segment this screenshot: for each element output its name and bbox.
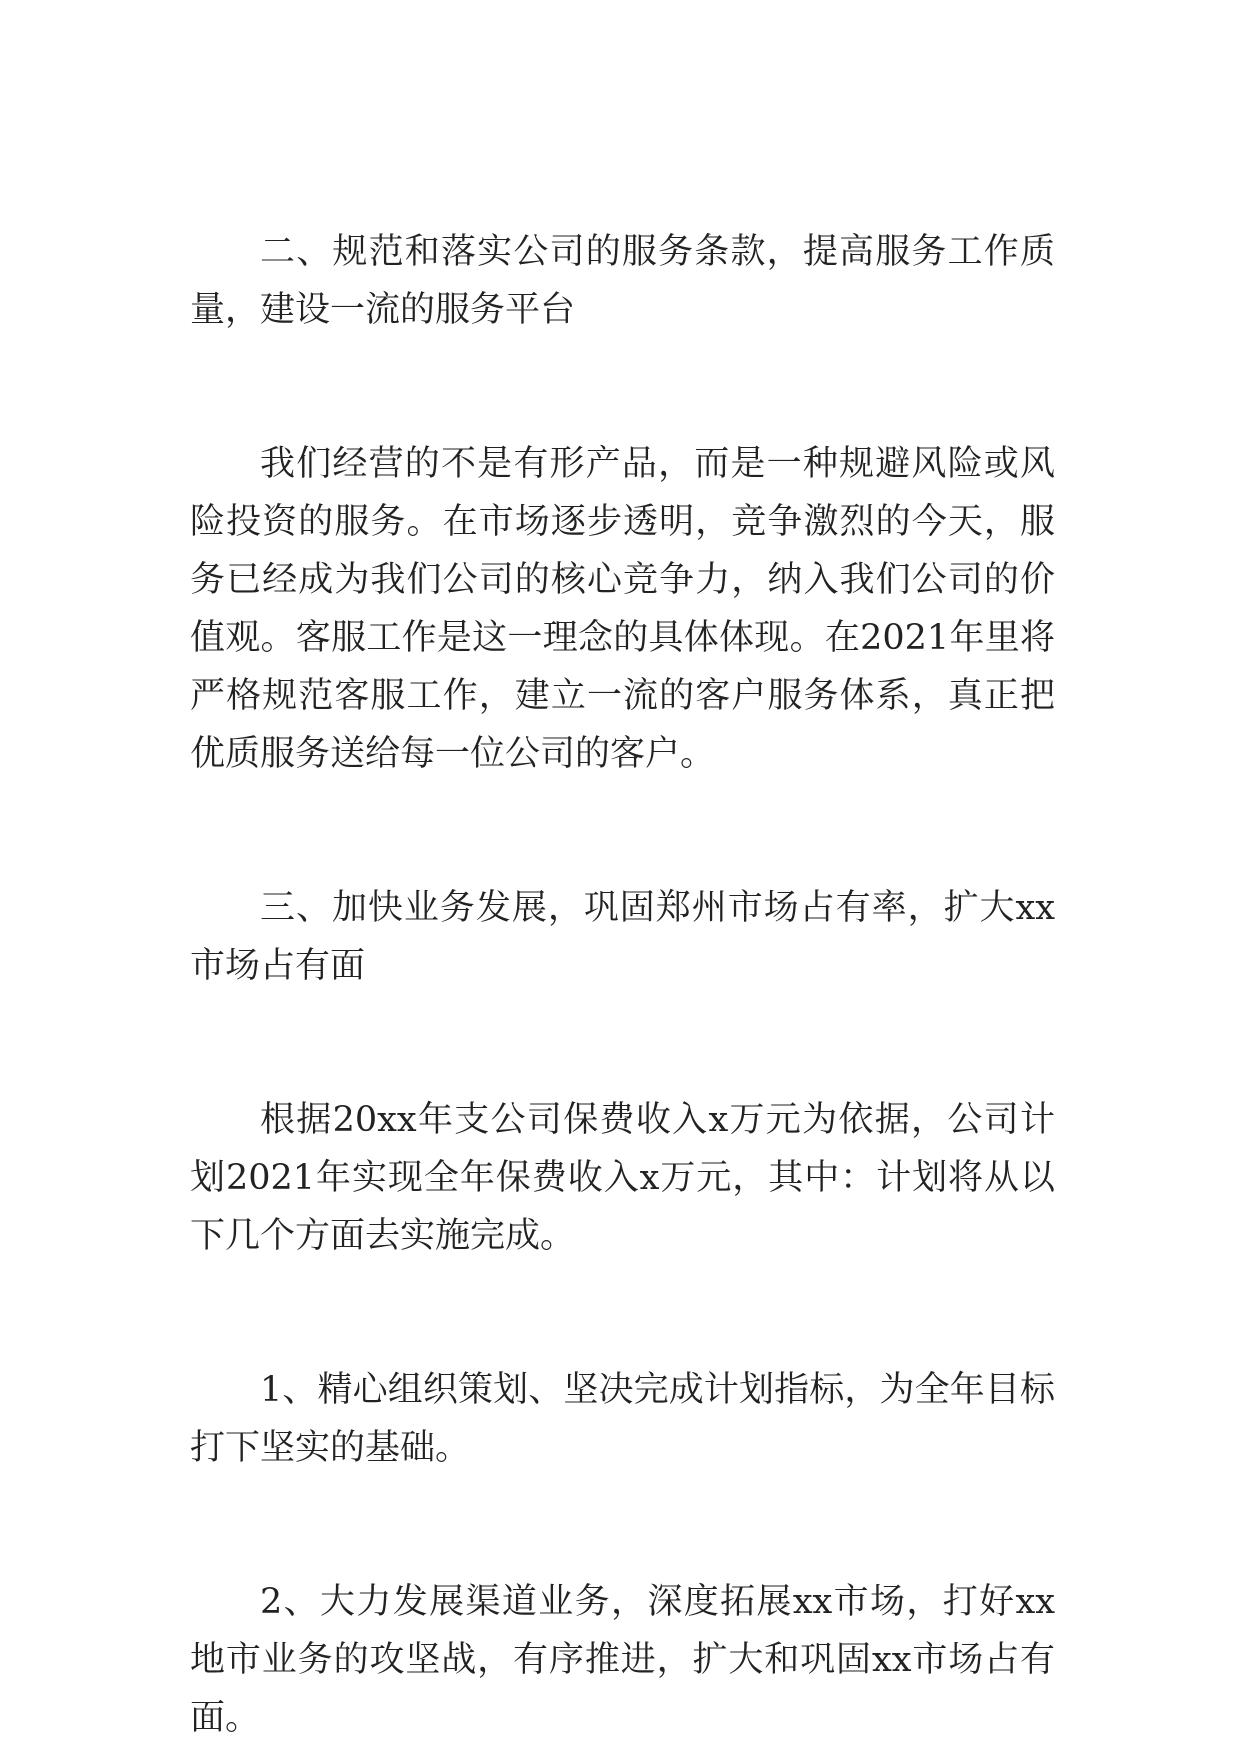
- paragraph-spacer: [190, 1477, 1055, 1573]
- paragraph-spacer: [190, 1265, 1055, 1361]
- paragraph-spacer: [190, 995, 1055, 1091]
- paragraph-spacer: [190, 783, 1055, 879]
- section-heading-2: 二、规范和落实公司的服务条款，提高服务工作质量，建设一流的服务平台: [190, 232, 1055, 330]
- section-heading-3: 三、加快业务发展，巩固郑州市场占有率，扩大xx市场占有面: [190, 888, 1055, 986]
- list-item-1: 1、精心组织策划、坚决完成计划指标，为全年目标打下坚实的基础。: [190, 1370, 1055, 1468]
- paragraph-spacer: [190, 339, 1055, 435]
- list-item-2: 2、大力发展渠道业务，深度拓展xx市场，打好xx地市业务的攻坚战，有序推进，扩大和巩固xx市场占有面。: [190, 1582, 1055, 1738]
- document-body: [190, 223, 1055, 1747]
- premium-plan-paragraph: 根据20xx年支公司保费收入x万元为依据，公司计划2021年实现全年保费收入x万元，其中：计划将从以下几个方面去实施完成。: [190, 1100, 1055, 1256]
- service-paragraph: 我们经营的不是有形产品，而是一种规避风险或风险投资的服务。在市场逐步透明，竞争激烈的今天，服务已经成为我们公司的核心竞争力，纳入我们公司的价值观。客服工作是这一理念的具体体现。在2021年里将严格规范客服工作，建立一流的客户服务体系，真正把优质服务送给每一位公司的客户。: [190, 444, 1055, 774]
